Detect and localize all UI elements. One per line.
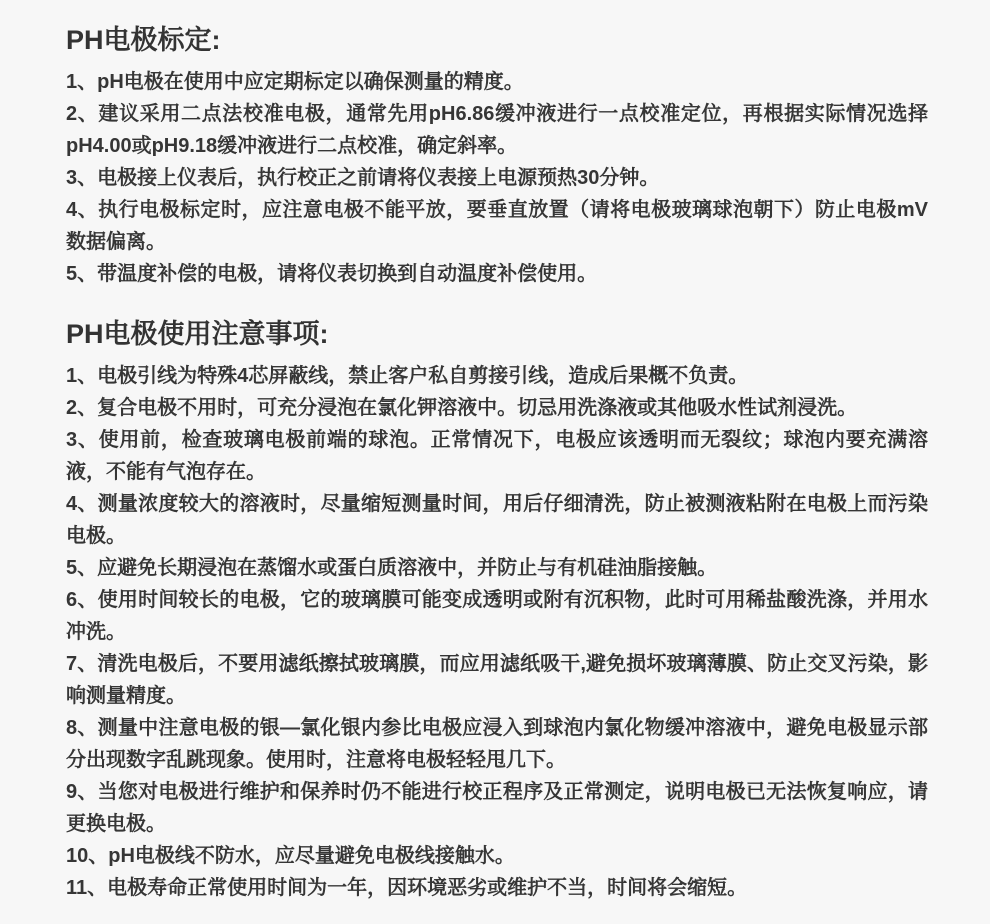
- calibration-section-title: PH电极标定:: [66, 25, 221, 55]
- precaution-item-10: 10、pH电极线不防水，应尽量避免电极线接触水。: [66, 845, 515, 867]
- calibration-item-5: 5、带温度补偿的电极，请将仪表切换到自动温度补偿使用。: [66, 263, 598, 285]
- precaution-item-3: 3、使用前，检查玻璃电极前端的球泡。正常情况下，电极应该透明而无裂纹；球泡内要充满溶液，不能有气泡存在。: [66, 429, 928, 483]
- calibration-item-2: 2、建议采用二点法校准电极，通常先用pH6.86缓冲液进行一点校准定位，再根据实际情况选择pH4.00或pH9.18缓冲液进行二点校准，确定斜率。: [66, 103, 928, 157]
- precaution-item-1: 1、电极引线为特殊4芯屏蔽线，禁止客户私自剪接引线，造成后果概不负责。: [66, 365, 749, 387]
- calibration-item-1: 1、pH电极在使用中应定期标定以确保测量的精度。: [66, 71, 524, 93]
- precaution-item-4: 4、测量浓度较大的溶液时，尽量缩短测量时间，用后仔细清洗，防止被测液粘附在电极上而污染电极。: [66, 493, 928, 547]
- precautions-section-title: PH电极使用注意事项:: [66, 319, 329, 349]
- precaution-item-2: 2、复合电极不用时，可充分浸泡在氯化钾溶液中。切忌用洗涤液或其他吸水性试剂浸洗。: [66, 397, 858, 419]
- calibration-item-3: 3、电极接上仪表后，执行校正之前请将仪表接上电源预热30分钟。: [66, 167, 660, 189]
- precaution-item-9: 9、当您对电极进行维护和保养时仍不能进行校正程序及正常测定，说明电极已无法恢复响应，请更换电极。: [66, 781, 928, 835]
- precaution-item-8: 8、测量中注意电极的银—氯化银内参比电极应浸入到球泡内氯化物缓冲溶液中，避免电极显示部分出现数字乱跳现象。使用时，注意将电极轻轻甩几下。: [66, 717, 928, 771]
- precaution-item-6: 6、使用时间较长的电极，它的玻璃膜可能变成透明或附有沉积物，此时可用稀盐酸洗涤，并用水冲洗。: [66, 589, 928, 643]
- precaution-item-7: 7、清洗电极后，不要用滤纸擦拭玻璃膜，而应用滤纸吸干,避免损坏玻璃薄膜、防止交叉污染，影响测量精度。: [66, 653, 928, 707]
- precaution-item-5: 5、应避免长期浸泡在蒸馏水或蛋白质溶液中，并防止与有机硅油脂接触。: [66, 557, 718, 579]
- precaution-item-11: 11、电极寿命正常使用时间为一年，因环境恶劣或维护不当，时间将会缩短。: [66, 877, 748, 899]
- section-usage-precautions: [66, 316, 928, 904]
- calibration-item-4: 4、执行电极标定时，应注意电极不能平放，要垂直放置（请将电极玻璃球泡朝下）防止电极mV数据偏离。: [66, 199, 928, 253]
- section-calibration: [66, 22, 928, 290]
